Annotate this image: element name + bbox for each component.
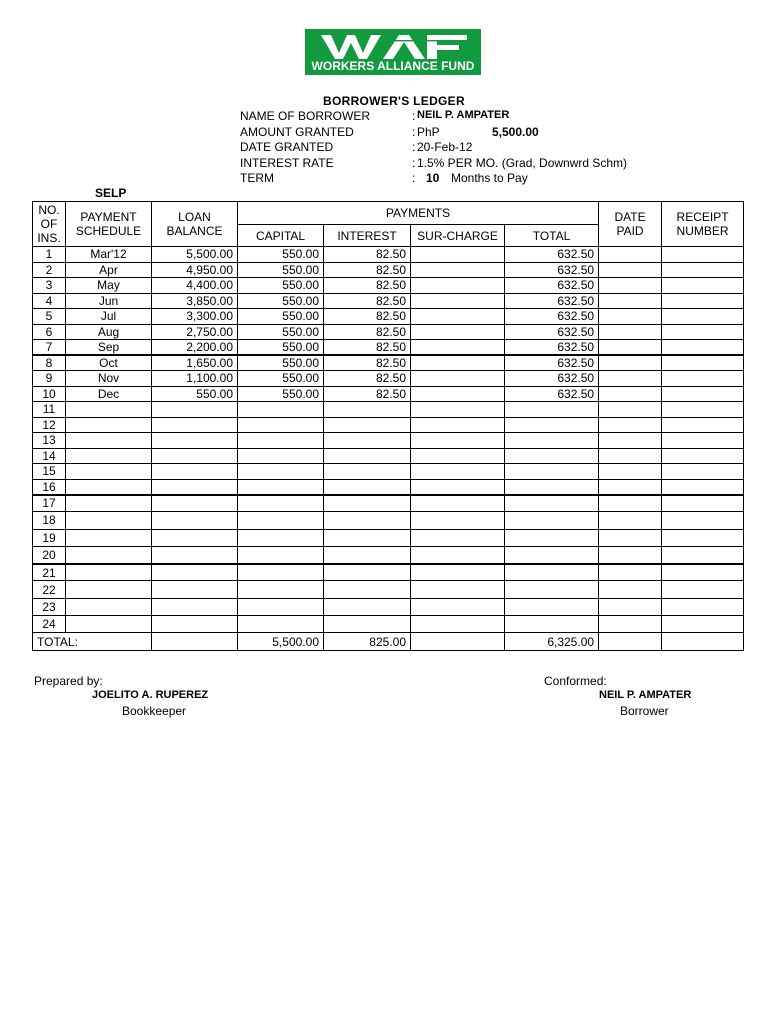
cell-date-paid xyxy=(599,581,662,598)
table-row xyxy=(33,546,744,563)
cell-balance xyxy=(152,512,238,529)
cell-no: 2 xyxy=(33,262,66,278)
cell-total: 632.50 xyxy=(505,278,599,294)
cell-total: 632.50 xyxy=(505,340,599,356)
cell-balance: 1,650.00 xyxy=(152,355,238,371)
cell-no: 7 xyxy=(33,340,66,356)
cell-balance: 3,850.00 xyxy=(152,293,238,309)
table-row xyxy=(33,293,744,309)
col-header-date-paid: DATE PAID xyxy=(599,202,662,247)
cell-interest xyxy=(324,581,411,598)
cell-schedule: Apr xyxy=(66,262,152,278)
cell-schedule xyxy=(66,598,152,615)
cell-date-paid xyxy=(599,495,662,512)
cell-balance: 1,100.00 xyxy=(152,371,238,387)
col-header-interest: INTEREST xyxy=(324,225,411,247)
cell-no: 22 xyxy=(33,581,66,598)
cell-balance xyxy=(152,479,238,495)
cell-total: 632.50 xyxy=(505,247,599,263)
table-row xyxy=(33,417,744,433)
cell-total: 632.50 xyxy=(505,293,599,309)
cell-capital: 550.00 xyxy=(238,293,324,309)
col-header-surcharge: SUR-CHARGE xyxy=(411,225,505,247)
cell-schedule: Nov xyxy=(66,371,152,387)
cell-interest: 82.50 xyxy=(324,262,411,278)
ledger-table xyxy=(32,201,744,651)
totals-total: 6,325.00 xyxy=(505,633,599,651)
col-header-balance: LOAN BALANCE xyxy=(152,202,238,247)
col-header-payments: PAYMENTS xyxy=(238,202,599,225)
cell-no: 19 xyxy=(33,529,66,546)
table-row xyxy=(33,564,744,581)
cell-no: 24 xyxy=(33,616,66,633)
cell-schedule: Jul xyxy=(66,309,152,325)
cell-capital: 550.00 xyxy=(238,309,324,325)
totals-interest: 825.00 xyxy=(324,633,411,651)
table-row xyxy=(33,433,744,449)
cell-total xyxy=(505,616,599,633)
cell-surcharge xyxy=(411,564,505,581)
cell-total: 632.50 xyxy=(505,324,599,340)
cell-surcharge xyxy=(411,448,505,464)
cell-no: 9 xyxy=(33,371,66,387)
cell-total xyxy=(505,433,599,449)
table-row xyxy=(33,512,744,529)
cell-no: 14 xyxy=(33,448,66,464)
amount-value: 5,500.00 xyxy=(492,125,539,139)
cell-receipt xyxy=(662,495,744,512)
cell-interest xyxy=(324,512,411,529)
cell-interest xyxy=(324,479,411,495)
cell-capital xyxy=(238,564,324,581)
cell-no: 1 xyxy=(33,247,66,263)
cell-date-paid xyxy=(599,598,662,615)
cell-capital xyxy=(238,529,324,546)
cell-capital xyxy=(238,402,324,418)
totals-label: TOTAL: xyxy=(33,633,152,651)
cell-balance: 4,950.00 xyxy=(152,262,238,278)
cell-receipt xyxy=(662,479,744,495)
cell-receipt xyxy=(662,324,744,340)
cell-total xyxy=(505,464,599,480)
cell-surcharge xyxy=(411,371,505,387)
cell-no: 12 xyxy=(33,417,66,433)
cell-date-paid xyxy=(599,309,662,325)
cell-balance xyxy=(152,598,238,615)
cell-balance: 2,750.00 xyxy=(152,324,238,340)
prepared-label: Prepared by: xyxy=(34,674,103,688)
cell-interest xyxy=(324,564,411,581)
cell-schedule xyxy=(66,402,152,418)
table-row xyxy=(33,495,744,512)
cell-no: 10 xyxy=(33,386,66,402)
cell-total xyxy=(505,417,599,433)
cell-surcharge xyxy=(411,293,505,309)
cell-balance: 550.00 xyxy=(152,386,238,402)
table-row xyxy=(33,340,744,356)
cell-surcharge xyxy=(411,529,505,546)
cell-receipt xyxy=(662,402,744,418)
cell-total: 632.50 xyxy=(505,355,599,371)
cell-total xyxy=(505,529,599,546)
cell-balance: 5,500.00 xyxy=(152,247,238,263)
cell-total xyxy=(505,479,599,495)
cell-receipt xyxy=(662,448,744,464)
cell-surcharge xyxy=(411,512,505,529)
col-header-total: TOTAL xyxy=(505,225,599,247)
cell-total xyxy=(505,448,599,464)
table-row xyxy=(33,529,744,546)
cell-no: 4 xyxy=(33,293,66,309)
cell-total: 632.50 xyxy=(505,309,599,325)
cell-capital xyxy=(238,598,324,615)
cell-total xyxy=(505,546,599,563)
cell-interest: 82.50 xyxy=(324,355,411,371)
cell-no: 23 xyxy=(33,598,66,615)
table-row xyxy=(33,402,744,418)
cell-interest: 82.50 xyxy=(324,278,411,294)
borrower-label: NAME OF BORROWER xyxy=(240,109,371,123)
conformed-label: Conformed: xyxy=(544,674,607,688)
cell-balance xyxy=(152,616,238,633)
cell-capital: 550.00 xyxy=(238,247,324,263)
cell-no: 3 xyxy=(33,278,66,294)
cell-schedule: Jun xyxy=(66,293,152,309)
col-header-capital: CAPITAL xyxy=(238,225,324,247)
cell-balance xyxy=(152,417,238,433)
cell-no: 20 xyxy=(33,546,66,563)
table-row xyxy=(33,448,744,464)
cell-surcharge xyxy=(411,340,505,356)
cell-capital xyxy=(238,464,324,480)
cell-surcharge xyxy=(411,581,505,598)
cell-capital xyxy=(238,512,324,529)
cell-receipt xyxy=(662,247,744,263)
cell-surcharge xyxy=(411,464,505,480)
cell-no: 21 xyxy=(33,564,66,581)
cell-balance xyxy=(152,495,238,512)
prepared-role: Bookkeeper xyxy=(122,704,187,718)
cell-schedule xyxy=(66,433,152,449)
cell-surcharge xyxy=(411,433,505,449)
cell-interest xyxy=(324,546,411,563)
rate-label: INTEREST RATE xyxy=(240,156,334,170)
cell-balance: 2,200.00 xyxy=(152,340,238,356)
waf-logo-mark xyxy=(319,31,469,61)
cell-balance xyxy=(152,546,238,563)
waf-logo xyxy=(305,29,481,75)
program-label: SELP xyxy=(95,186,127,200)
cell-interest xyxy=(324,433,411,449)
cell-interest xyxy=(324,417,411,433)
cell-interest: 82.50 xyxy=(324,386,411,402)
cell-date-paid xyxy=(599,371,662,387)
cell-interest xyxy=(324,616,411,633)
cell-date-paid xyxy=(599,262,662,278)
cell-receipt xyxy=(662,529,744,546)
table-row xyxy=(33,616,744,633)
totals-row xyxy=(33,633,744,651)
cell-date-paid xyxy=(599,529,662,546)
cell-date-paid xyxy=(599,616,662,633)
cell-schedule xyxy=(66,616,152,633)
cell-schedule xyxy=(66,464,152,480)
cell-schedule xyxy=(66,417,152,433)
cell-balance xyxy=(152,529,238,546)
cell-capital xyxy=(238,448,324,464)
cell-surcharge xyxy=(411,324,505,340)
cell-receipt xyxy=(662,417,744,433)
cell-receipt xyxy=(662,581,744,598)
cell-no: 16 xyxy=(33,479,66,495)
cell-schedule: Dec xyxy=(66,386,152,402)
cell-date-paid xyxy=(599,464,662,480)
cell-receipt xyxy=(662,616,744,633)
cell-date-paid xyxy=(599,546,662,563)
cell-capital xyxy=(238,479,324,495)
cell-balance xyxy=(152,464,238,480)
table-row xyxy=(33,464,744,480)
totals-capital: 5,500.00 xyxy=(238,633,324,651)
cell-balance xyxy=(152,402,238,418)
cell-surcharge xyxy=(411,262,505,278)
cell-balance xyxy=(152,433,238,449)
cell-receipt xyxy=(662,433,744,449)
term-label: TERM xyxy=(240,171,274,185)
cell-total: 632.50 xyxy=(505,262,599,278)
cell-no: 17 xyxy=(33,495,66,512)
cell-surcharge xyxy=(411,479,505,495)
col-header-receipt: RECEIPT NUMBER xyxy=(662,202,744,247)
cell-total xyxy=(505,581,599,598)
cell-total xyxy=(505,598,599,615)
cell-capital xyxy=(238,417,324,433)
cell-schedule xyxy=(66,581,152,598)
borrower-value: NEIL P. AMPATER xyxy=(417,109,510,121)
cell-receipt xyxy=(662,293,744,309)
cell-capital xyxy=(238,546,324,563)
cell-date-paid xyxy=(599,402,662,418)
cell-capital xyxy=(238,616,324,633)
table-row xyxy=(33,386,744,402)
cell-schedule: May xyxy=(66,278,152,294)
table-row xyxy=(33,479,744,495)
cell-date-paid xyxy=(599,340,662,356)
cell-capital: 550.00 xyxy=(238,324,324,340)
col-header-no: NO. OF INS. xyxy=(33,202,66,247)
cell-receipt xyxy=(662,598,744,615)
cell-interest: 82.50 xyxy=(324,309,411,325)
table-row xyxy=(33,262,744,278)
cell-date-paid xyxy=(599,417,662,433)
date-label: DATE GRANTED xyxy=(240,140,334,154)
cell-total xyxy=(505,512,599,529)
cell-surcharge xyxy=(411,616,505,633)
term-value: 10 xyxy=(426,171,440,185)
cell-capital xyxy=(238,495,324,512)
cell-surcharge xyxy=(411,495,505,512)
cell-surcharge xyxy=(411,309,505,325)
cell-schedule xyxy=(66,448,152,464)
cell-date-paid xyxy=(599,247,662,263)
cell-interest xyxy=(324,464,411,480)
cell-date-paid xyxy=(599,448,662,464)
cell-surcharge xyxy=(411,598,505,615)
cell-receipt xyxy=(662,371,744,387)
cell-capital xyxy=(238,581,324,598)
table-row xyxy=(33,278,744,294)
col-header-schedule: PAYMENT SCHEDULE xyxy=(66,202,152,247)
cell-no: 8 xyxy=(33,355,66,371)
cell-interest xyxy=(324,598,411,615)
cell-surcharge xyxy=(411,417,505,433)
cell-receipt xyxy=(662,546,744,563)
cell-receipt xyxy=(662,386,744,402)
amount-label: AMOUNT GRANTED xyxy=(240,125,354,139)
cell-balance: 3,300.00 xyxy=(152,309,238,325)
cell-balance: 4,400.00 xyxy=(152,278,238,294)
cell-receipt xyxy=(662,340,744,356)
cell-total: 632.50 xyxy=(505,371,599,387)
cell-receipt xyxy=(662,262,744,278)
cell-date-paid xyxy=(599,512,662,529)
cell-schedule xyxy=(66,512,152,529)
cell-total xyxy=(505,402,599,418)
table-row xyxy=(33,371,744,387)
cell-surcharge xyxy=(411,355,505,371)
cell-surcharge xyxy=(411,402,505,418)
cell-interest: 82.50 xyxy=(324,247,411,263)
cell-schedule: Oct xyxy=(66,355,152,371)
cell-interest: 82.50 xyxy=(324,324,411,340)
cell-date-paid xyxy=(599,293,662,309)
cell-date-paid xyxy=(599,564,662,581)
cell-capital: 550.00 xyxy=(238,278,324,294)
conformed-role: Borrower xyxy=(620,704,669,718)
cell-surcharge xyxy=(411,386,505,402)
cell-interest: 82.50 xyxy=(324,371,411,387)
logo-tagline: WORKERS ALLIANCE FUND xyxy=(311,59,475,73)
cell-interest xyxy=(324,529,411,546)
cell-schedule xyxy=(66,529,152,546)
amount-currency: PhP xyxy=(417,125,440,139)
cell-date-paid xyxy=(599,324,662,340)
term-unit: Months to Pay xyxy=(451,171,528,185)
table-row xyxy=(33,581,744,598)
cell-capital: 550.00 xyxy=(238,340,324,356)
cell-surcharge xyxy=(411,247,505,263)
cell-interest xyxy=(324,448,411,464)
cell-balance xyxy=(152,581,238,598)
cell-capital: 550.00 xyxy=(238,262,324,278)
cell-no: 6 xyxy=(33,324,66,340)
cell-surcharge xyxy=(411,546,505,563)
cell-interest xyxy=(324,402,411,418)
cell-interest xyxy=(324,495,411,512)
cell-no: 15 xyxy=(33,464,66,480)
cell-receipt xyxy=(662,355,744,371)
date-value: 20-Feb-12 xyxy=(417,140,473,154)
cell-no: 18 xyxy=(33,512,66,529)
cell-balance xyxy=(152,564,238,581)
table-row xyxy=(33,309,744,325)
cell-date-paid xyxy=(599,479,662,495)
cell-schedule xyxy=(66,495,152,512)
rate-value: 1.5% PER MO. (Grad, Downwrd Schm) xyxy=(417,156,628,170)
cell-interest: 82.50 xyxy=(324,340,411,356)
cell-capital: 550.00 xyxy=(238,386,324,402)
prepared-name: JOELITO A. RUPEREZ xyxy=(92,689,209,701)
cell-date-paid xyxy=(599,355,662,371)
cell-no: 11 xyxy=(33,402,66,418)
cell-capital: 550.00 xyxy=(238,355,324,371)
cell-schedule xyxy=(66,564,152,581)
cell-receipt xyxy=(662,309,744,325)
cell-schedule xyxy=(66,546,152,563)
cell-date-paid xyxy=(599,433,662,449)
cell-balance xyxy=(152,448,238,464)
table-row xyxy=(33,247,744,263)
cell-receipt xyxy=(662,512,744,529)
cell-receipt xyxy=(662,278,744,294)
cell-total xyxy=(505,564,599,581)
cell-schedule: Mar'12 xyxy=(66,247,152,263)
cell-no: 13 xyxy=(33,433,66,449)
cell-total xyxy=(505,495,599,512)
ledger-title: BORROWER'S LEDGER xyxy=(323,94,465,108)
cell-schedule xyxy=(66,479,152,495)
cell-interest: 82.50 xyxy=(324,293,411,309)
cell-date-paid xyxy=(599,278,662,294)
cell-schedule: Aug xyxy=(66,324,152,340)
cell-receipt xyxy=(662,564,744,581)
cell-surcharge xyxy=(411,278,505,294)
cell-total: 632.50 xyxy=(505,386,599,402)
cell-no: 5 xyxy=(33,309,66,325)
table-row xyxy=(33,355,744,371)
table-row xyxy=(33,598,744,615)
cell-capital: 550.00 xyxy=(238,371,324,387)
cell-capital xyxy=(238,433,324,449)
cell-receipt xyxy=(662,464,744,480)
cell-schedule: Sep xyxy=(66,340,152,356)
cell-date-paid xyxy=(599,386,662,402)
table-row xyxy=(33,324,744,340)
conformed-name: NEIL P. AMPATER xyxy=(599,689,692,701)
